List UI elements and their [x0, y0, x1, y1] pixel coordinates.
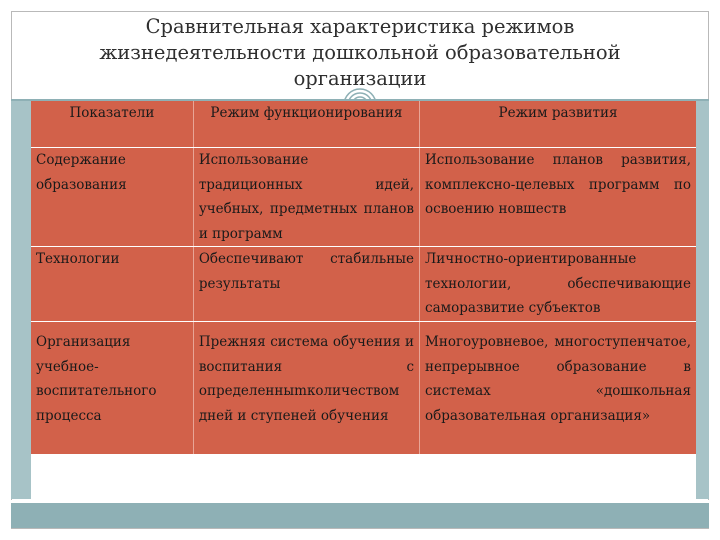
row-functioning: Использование традиционных идей, учебных, предметных планов и программ: [193, 148, 419, 247]
header-indicators: Показатели: [31, 101, 193, 148]
row-development: Многоуровневое, многоступенчатое, непрерывное образование в системах «дошкольная образовательная организация»: [420, 322, 696, 455]
table-header-row: [31, 101, 696, 148]
slide-title: [11, 14, 709, 92]
row-indicator: Организация учебное-воспитательного процесса: [31, 322, 193, 455]
row-development: Личностно-ориентированные технологии, обеспечивающие саморазвитие субъектов: [420, 247, 696, 322]
header-functioning: Режим функционирования: [193, 101, 419, 148]
title-line-1: Сравнительная характеристика режимов: [145, 15, 575, 38]
title-line-2: жизнедеятельности дошкольной образовательной: [99, 41, 621, 64]
table-row: [31, 322, 696, 455]
right-accent-bar: [696, 99, 709, 499]
left-accent-bar: [11, 99, 31, 499]
row-indicator: Технологии: [31, 247, 193, 322]
row-development: Использование планов развития, комплексно-целевых программ по освоению новшеств: [420, 148, 696, 247]
row-functioning: Прежняя система обучения и воспитания с определенныmколичеством дней и ступеней обучения: [193, 322, 419, 455]
header-development: Режим развития: [420, 101, 696, 148]
table-row: [31, 247, 696, 322]
title-line-3: организации: [293, 67, 427, 90]
table-row: [31, 148, 696, 247]
footer-bar: [11, 503, 709, 528]
comparison-table: [31, 101, 696, 455]
row-indicator: Содержание образования: [31, 148, 193, 247]
row-functioning: Обеспечивают стабильные результаты: [193, 247, 419, 322]
